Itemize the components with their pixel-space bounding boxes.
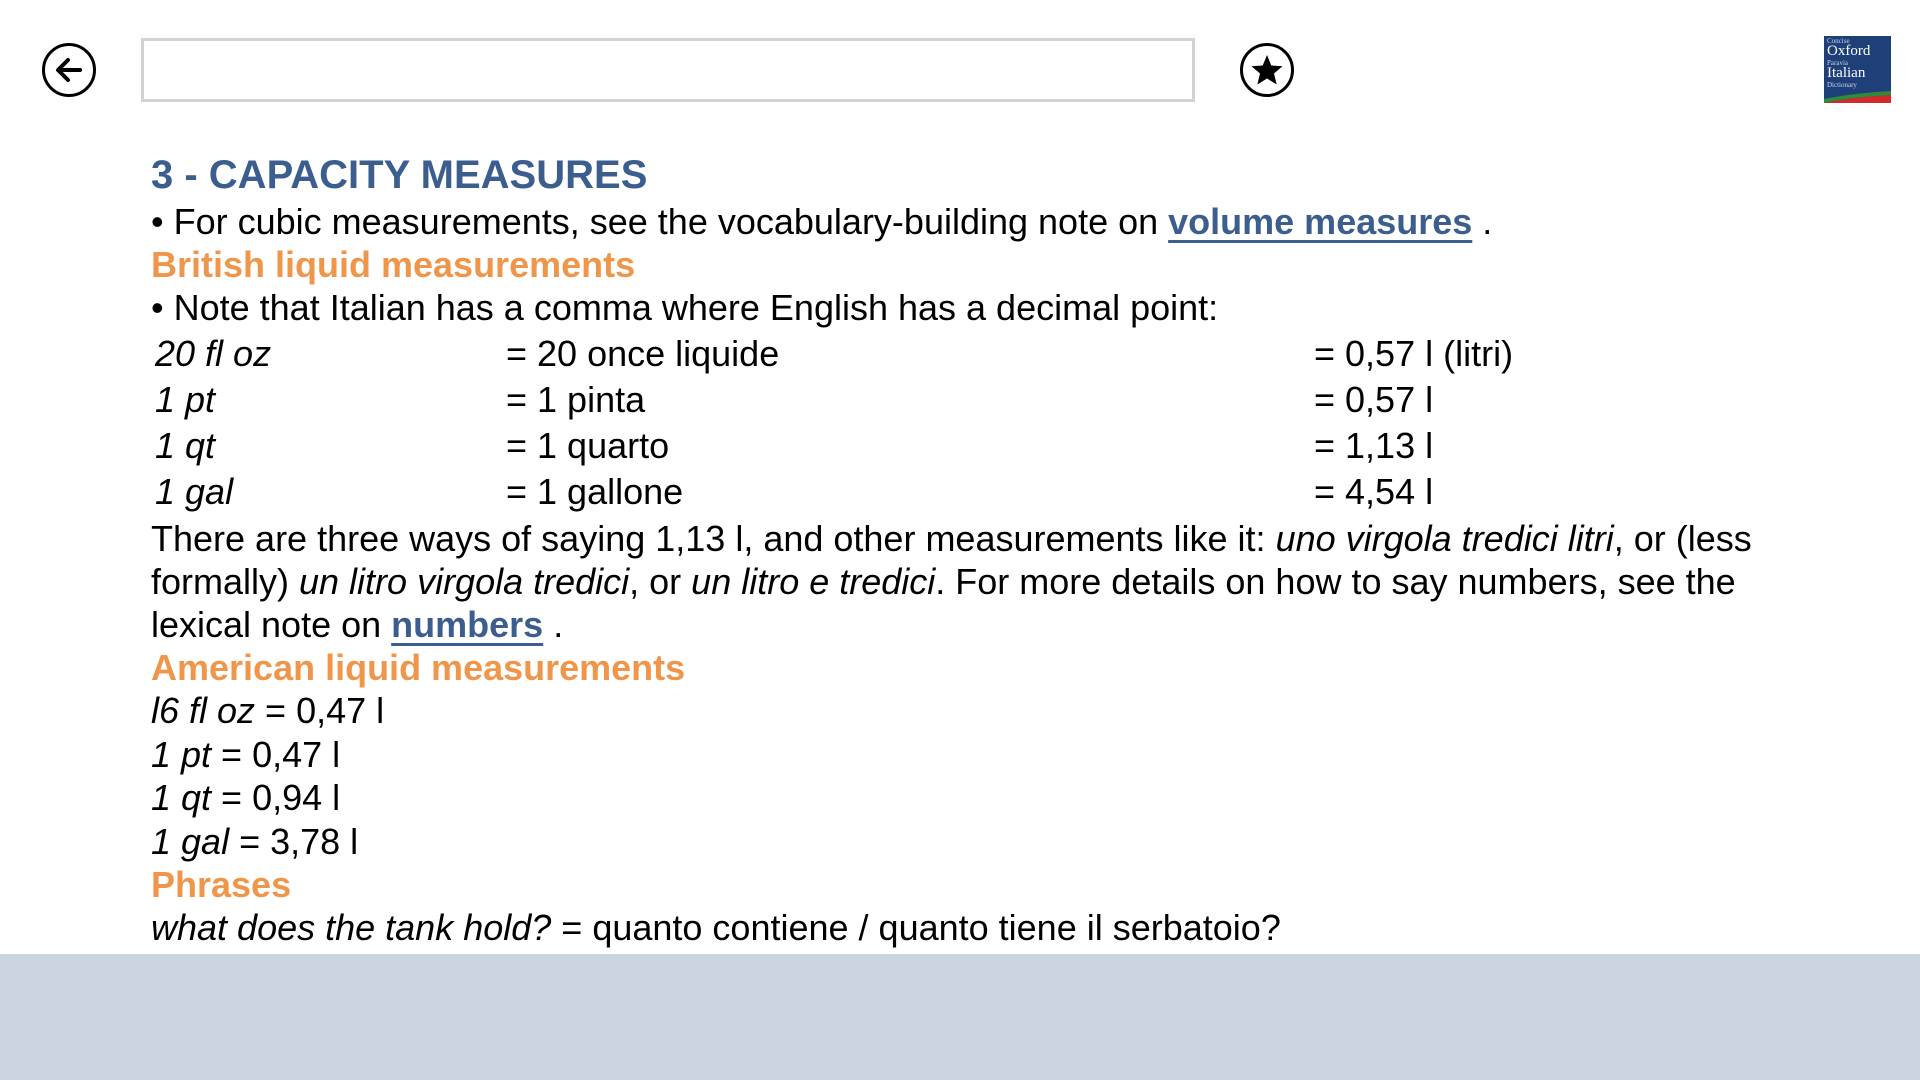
table-row: 1 qt = 1 quarto = 1,13 l: [155, 425, 1434, 466]
american-heading: American liquid measurements: [151, 647, 686, 688]
list-item: l6 fl oz = 0,47 l: [151, 690, 385, 731]
volume-measures-link[interactable]: volume measures: [1168, 201, 1473, 242]
explanation-paragraph: There are three ways of saying 1,13 l, and other measurements like it: uno virgola tredici litri, or (less formally) un litro virgola tredici, or un litro e tredici. For more details on how to say numbers, see the lexical note on numbers .: [151, 518, 1752, 645]
table-row: 1 gal = 1 gallone = 4,54 l: [155, 471, 1434, 512]
numbers-link[interactable]: numbers: [391, 604, 544, 645]
star-icon: [1249, 52, 1285, 88]
phrases-heading: Phrases: [151, 864, 292, 905]
logo-tricolor-stripe: [1824, 91, 1891, 103]
list-item: 1 gal = 3,78 l: [151, 820, 359, 862]
intro-paragraph: • For cubic measurements, see the vocabulary-building note on volume measures .: [151, 201, 1493, 242]
back-arrow-icon: [51, 52, 87, 88]
british-table: [151, 331, 1841, 515]
back-button[interactable]: [42, 43, 96, 97]
favorite-button[interactable]: [1240, 43, 1294, 97]
bottom-bar: [0, 954, 1920, 1080]
article-content: [151, 150, 1841, 950]
dictionary-logo: Concise Oxford Paravia Italian Dictionary: [1824, 36, 1891, 103]
top-toolbar: [0, 0, 1920, 140]
page-title: 3 - CAPACITY MEASURES: [151, 153, 648, 197]
search-input[interactable]: [141, 38, 1195, 102]
list-item: 1 pt = 0,47 l: [151, 733, 341, 775]
decimal-note: • Note that Italian has a comma where English has a decimal point:: [151, 287, 1219, 328]
table-row: 20 fl oz = 20 once liquide = 0,57 l (litri): [155, 333, 1514, 374]
phrase-line: what does the tank hold? = quanto contiene / quanto tiene il serbatoio?: [151, 907, 1281, 948]
table-row: 1 pt = 1 pinta = 0,57 l: [155, 379, 1434, 420]
british-heading: British liquid measurements: [151, 244, 636, 285]
list-item: 1 qt = 0,94 l: [151, 777, 341, 818]
